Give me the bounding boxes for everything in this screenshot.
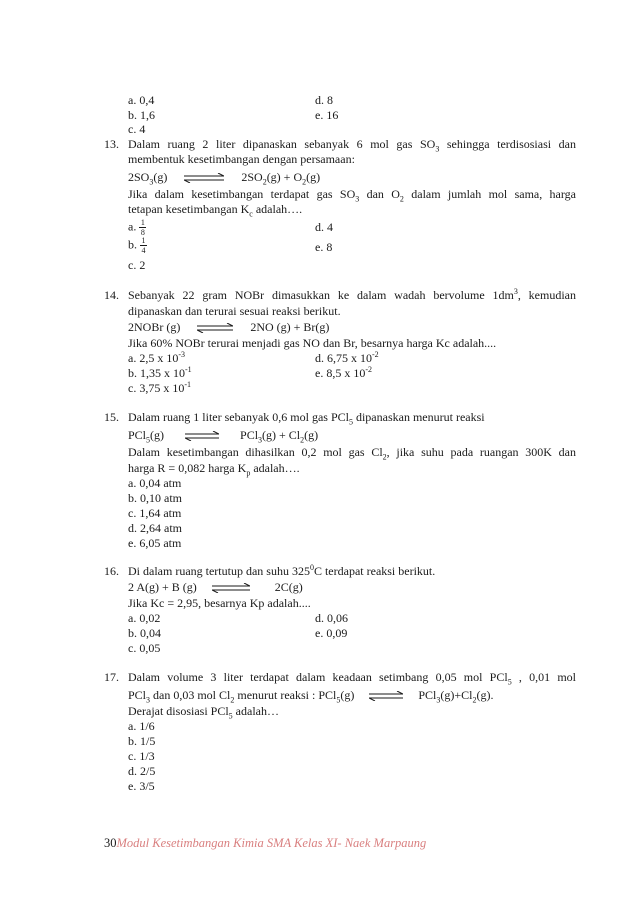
question-number: 13. [104,137,119,151]
q16-option-c: c. 0,05 [128,641,161,655]
q15-option-c: c. 1,64 atm [128,506,182,520]
q17-option-a: a. 1/6 [128,719,155,733]
q13-option-a: a. $\frac{1}{8}$ [128,218,145,237]
q13-text-line: membentuk kesetimbangan dengan persamaan: [128,152,355,166]
q13-equation: $2SO_3(g)$ $2SO_2(g) + O_2(g)$ [128,170,321,187]
q14-option-a: a. 2,5 x $10^{-3}$ [128,350,185,365]
equilibrium-arrow-icon [184,173,224,183]
q12-option-a: a. 0,4 [128,93,155,107]
q14-option-c: c. 3,75 x $10^{-1}$ [128,380,191,395]
q14-option-e: e. 8,5 x $10^{-2}$ [315,365,372,380]
q16-option-d: d. 0,06 [315,611,348,625]
q17-text-line: Dalam volume 3 liter terdapat dalam keadaan setimbang 0,05 mol PCl$_5$ , 0,01 mol [128,670,577,687]
q14-text-line: Sebanyak 22 gram NOBr dimasukkan ke dalam wadah bervolume $1dm^3$, kemudian [128,287,576,302]
q13-option-c: c. 2 [128,258,146,272]
fraction: $\frac{1}{8}$ [140,218,145,237]
q12-option-d: d. 8 [315,93,333,107]
q13-text-line: Dalam ruang 2 liter dipanaskan sebanyak 6 mol gas $SO_3$ sehingga terdisosiasi dan [128,137,576,154]
page-footer [104,836,426,851]
fraction: $\frac{1}{4}$ [141,236,146,255]
q17-option-e: e. 3/5 [128,779,155,793]
q14-equation: 2NOBr (g) 2NO (g) + Br(g) [128,320,330,334]
footer-text: Modul Kesetimbangan Kimia SMA Kelas XI- Naek Marpaung [116,836,427,850]
q17-text-line: PCl$_3$ dan 0,03 mol $Cl_2$ menurut reaksi : PCl$_5$(g) $PCl_3(g)+Cl_2(g)$. [128,688,494,705]
question-number: 16. [104,564,119,578]
q12-option-c: c. 4 [128,122,146,136]
q14-option-b: b. 1,35 x $10^{-1}$ [128,365,192,380]
q13-option-e: e. 8 [315,240,333,254]
q15-option-b: b. 0,10 atm [128,491,182,505]
question-number: 17. [104,670,119,684]
q17-option-b: b. 1/5 [128,734,156,748]
q13-text-line: tetapan kesetimbangan $K_c$ adalah…. [128,202,303,219]
q13-text-line: Jika dalam kesetimbangan terdapat gas $SO_3$ dan $O_2$ dalam jumlah mol sama, harga [128,187,576,204]
equilibrium-arrow-icon [185,431,219,441]
q15-text-line: harga R = 0,082 harga $K_p$ adalah…. [128,461,300,478]
q15-text-line: Dalam kesetimbangan dihasilkan 0,2 mol gas $Cl_2$, jika suhu pada ruangan 300K dan [128,445,576,462]
equilibrium-arrow-icon [197,323,233,333]
q16-option-a: a. 0,02 [128,611,161,625]
q16-text-line: Jika Kc = 2,95, besarnya Kp adalah.... [128,596,311,610]
q15-option-d: d. 2,64 atm [128,521,182,535]
equilibrium-arrow-icon [369,691,403,701]
q16-option-b: b. 0,04 [128,626,161,640]
q13-option-b: b. $\frac{1}{4}$ [128,236,146,255]
q14-option-d: d. 6,75 x $10^{-2}$ [315,350,379,365]
q16-option-e: e. 0,09 [315,626,348,640]
q17-option-d: d. 2/5 [128,764,156,778]
equilibrium-arrow-icon [212,583,250,593]
question-number: 14. [104,288,119,302]
q17-text-line: Derajat disosiasi PCl$_5$ adalah… [128,704,279,721]
q16-equation: 2 A(g) + B (g) 2C(g) [128,580,303,594]
q15-option-a: a. 0,04 atm [128,476,182,490]
q12-option-b: b. 1,6 [128,108,155,122]
page-number: 30 [104,836,117,850]
question-number: 15. [104,410,119,424]
q13-option-d: d. 4 [315,220,333,234]
q16-text-line: Di dalam ruang tertutup dan suhu $325^0C$ terdapat reaksi berikut. [128,563,436,578]
q15-text-line: Dalam ruang 1 liter sebanyak 0,6 mol gas PCl$_5$ dipanaskan menurut reaksi [128,410,485,427]
q15-option-e: e. 6,05 atm [128,536,182,550]
q12-option-e: e. 16 [315,108,339,122]
q17-option-c: c. 1/3 [128,749,155,763]
q15-equation: PCl$_5$(g) $PCl_3(g) + Cl_2(g)$ [128,428,319,445]
q14-text-line: dipanaskan dan terurai sesuai reaksi berikut. [128,304,341,318]
q14-text-line: Jika 60% NOBr terurai menjadi gas NO dan Br, besarnya harga Kc adalah.... [128,336,497,350]
